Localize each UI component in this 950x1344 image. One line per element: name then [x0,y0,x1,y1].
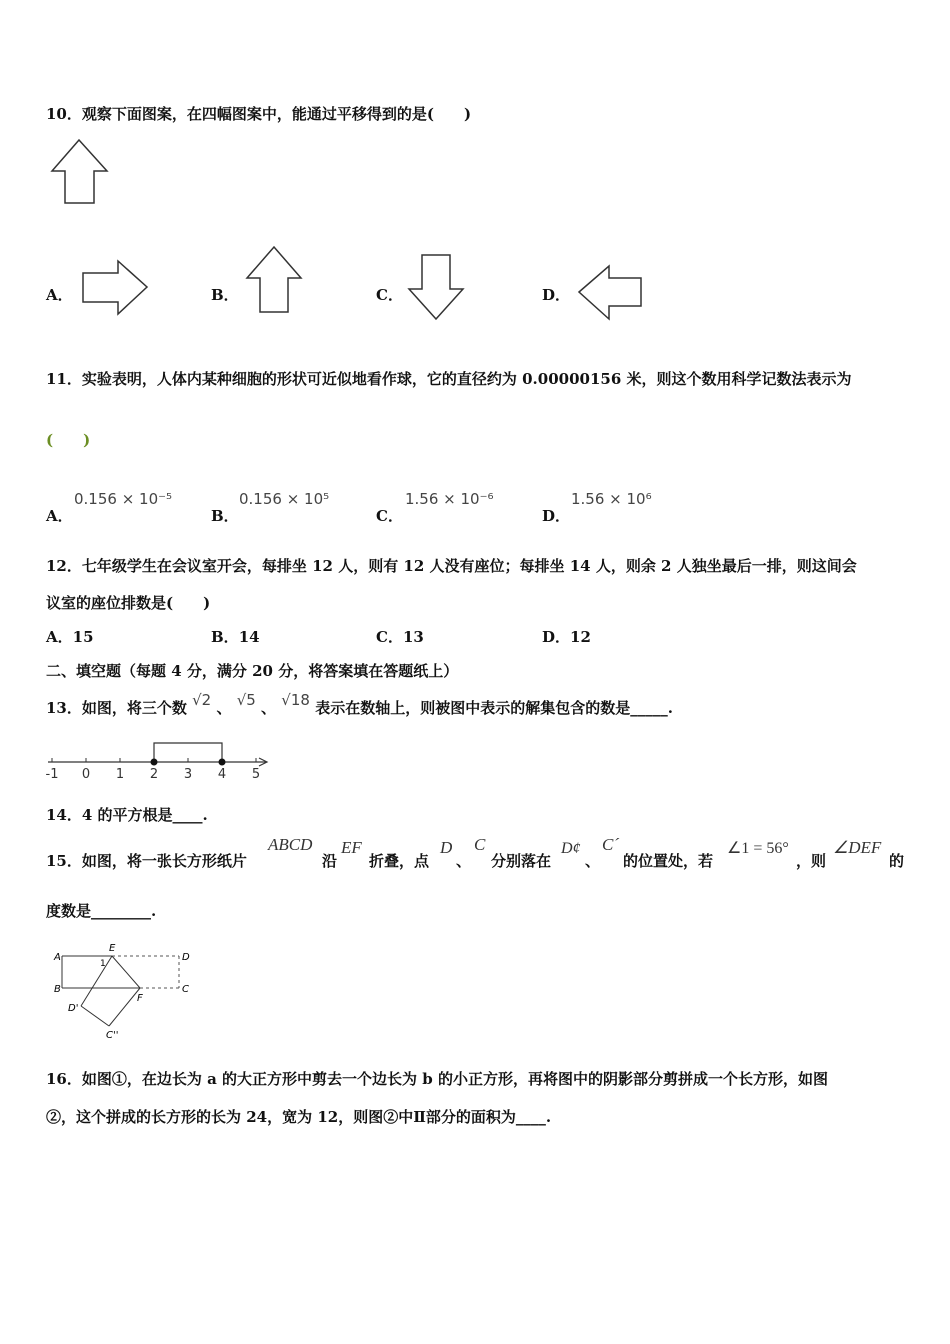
label-angle-1: 1 [100,959,106,969]
label-c: C [182,984,189,995]
q12-option-a-value: 15 [72,628,94,646]
q11-answer-paren: ( ) [46,431,91,449]
q12-option-a[interactable] [46,626,94,647]
q13-sep2: 、 [261,699,277,717]
edge-d-prime-c-prime [81,1006,109,1026]
q11-option-d-value[interactable]: 1.56 × 10⁶ [571,490,652,508]
q12-option-c-value: 13 [402,628,424,646]
edge-ef [112,956,140,988]
q10-option-d-label[interactable]: D． [542,286,571,304]
q15-stem-line2: 度数是________. [46,902,157,920]
q13-sep1: 、 [216,699,232,717]
axis-tick-label: 3 [183,767,193,782]
q15-math-angle1: ∠1 = 56° [727,840,789,857]
q16-stem-line1: 16．如图①，在边长为 a 的大正方形中剪去一个边长为 b 的小正方形，再将图中的阴影部分剪拼成一个长方形，如图 [46,1070,828,1088]
q11-option-b-value[interactable]: 0.156 × 10⁵ [239,490,330,508]
interval-endpoint-right [219,759,226,766]
q15-math-abcd: ABCD [268,835,313,854]
q11-stem: 11．实验表明，人体内某种细胞的形状可近似地看作球，它的直径约为 0.00000156 米，则这个数用科学记数法表示为 [46,370,852,388]
q15-math-c-prime: C´ [602,835,619,854]
q13-stem [46,691,673,718]
q11-option-d-label[interactable]: D． [542,507,571,525]
label-e: E [109,943,116,954]
arrow-left-icon[interactable] [576,263,646,323]
q13-prefix: 13．如图，将三个数 [46,699,187,717]
q12-option-b[interactable] [211,626,260,647]
q12-option-a-label: A． [46,628,73,646]
q10-option-c-label[interactable]: C． [376,286,403,304]
label-b: B [54,984,61,995]
q12-option-b-label: B． [211,628,239,646]
q13-number-line [44,738,276,784]
q13-suffix: 表示在数轴上，则被图中表示的解集包含的数是_____. [315,699,673,717]
q13-root-2: √2 [192,691,212,709]
q13-root-18: √18 [281,691,310,709]
q15-stem-part4: 、 [456,852,472,870]
q15-stem-part8: ，则 [796,852,827,870]
q12-option-c[interactable] [376,626,424,647]
axis-tick-label: 0 [81,767,91,782]
axis-tick-label: 1 [115,767,125,782]
edge-c-prime-f [109,988,140,1026]
axis-tick-label: -1 [45,767,59,782]
label-c-prime: C'' [106,1030,119,1041]
q11-option-a-label[interactable]: A． [46,507,73,525]
q12-option-d-label: D． [542,628,571,646]
q15-stem-part5: 分别落在 [491,852,552,870]
q15-stem-part1: 15．如图，将一张长方形纸片 [46,852,247,870]
axis-tick-label: 5 [251,767,261,782]
q12-option-d[interactable] [542,626,591,647]
q15-math-c: C [474,835,486,854]
q15-math-ef: EF [341,838,362,857]
q15-stem-part6: 、 [585,852,601,870]
q11-option-a-value[interactable]: 0.156 × 10⁻⁵ [74,490,173,508]
q11-option-c-value[interactable]: 1.56 × 10⁻⁶ [405,490,494,508]
label-d: D [182,952,190,963]
q15-stem-part2: 沿 [322,852,338,870]
section-heading-fill-in: 二、填空题（每题 4 分，满分 20 分，将答案填在答题纸上） [46,662,459,680]
q12-stem-line1: 12．七年级学生在会议室开会，每排坐 12 人，则有 12 人没有座位；每排坐 14 人，则余 2 人独坐最后一排，则这间会 [46,557,857,575]
q12-option-d-value: 12 [570,628,591,646]
q15-math-angle-def: ∠DEF [833,838,882,857]
q12-stem-line2: 议室的座位排数是( ) [46,594,211,612]
q15-math-d: D [440,838,453,857]
q16-stem-line2: ②，这个拼成的长方形的长为 24，宽为 12，则图②中Ⅱ部分的面积为____. [46,1108,552,1126]
label-f: F [137,993,143,1004]
q15-stem-part3: 折叠，点 [369,852,430,870]
q15-math-d-prime: D¢ [561,840,581,857]
arrow-up-icon[interactable] [244,245,304,315]
axis-tick-label: 2 [149,767,159,782]
interval-endpoint-left [151,759,158,766]
edge-ed-prime [81,956,112,1006]
q14-stem: 14．4 的平方根是____. [46,806,208,824]
q10-reference-arrow-up-icon [50,138,110,206]
arrow-right-icon[interactable] [80,258,150,318]
q12-option-c-label: C． [376,628,403,646]
q15-stem-part7: 的位置处，若 [623,852,714,870]
arrow-down-icon[interactable] [406,252,466,322]
q10-option-b-label[interactable]: B． [211,286,239,304]
label-a: A [54,952,61,963]
q10-option-a-label[interactable]: A． [46,286,73,304]
q11-option-b-label[interactable]: B． [211,507,239,525]
q11-option-c-label[interactable]: C． [376,507,403,525]
q15-stem-part9: 的 [889,852,905,870]
q10-stem: 10．观察下面图案，在四幅图案中，能通过平移得到的是( ) [46,105,472,123]
label-d-prime: D' [68,1003,79,1014]
q12-option-b-value: 14 [238,628,260,646]
q13-root-5: √5 [236,691,256,709]
axis-tick-label: 4 [217,767,227,782]
q15-folding-figure [52,938,202,1042]
